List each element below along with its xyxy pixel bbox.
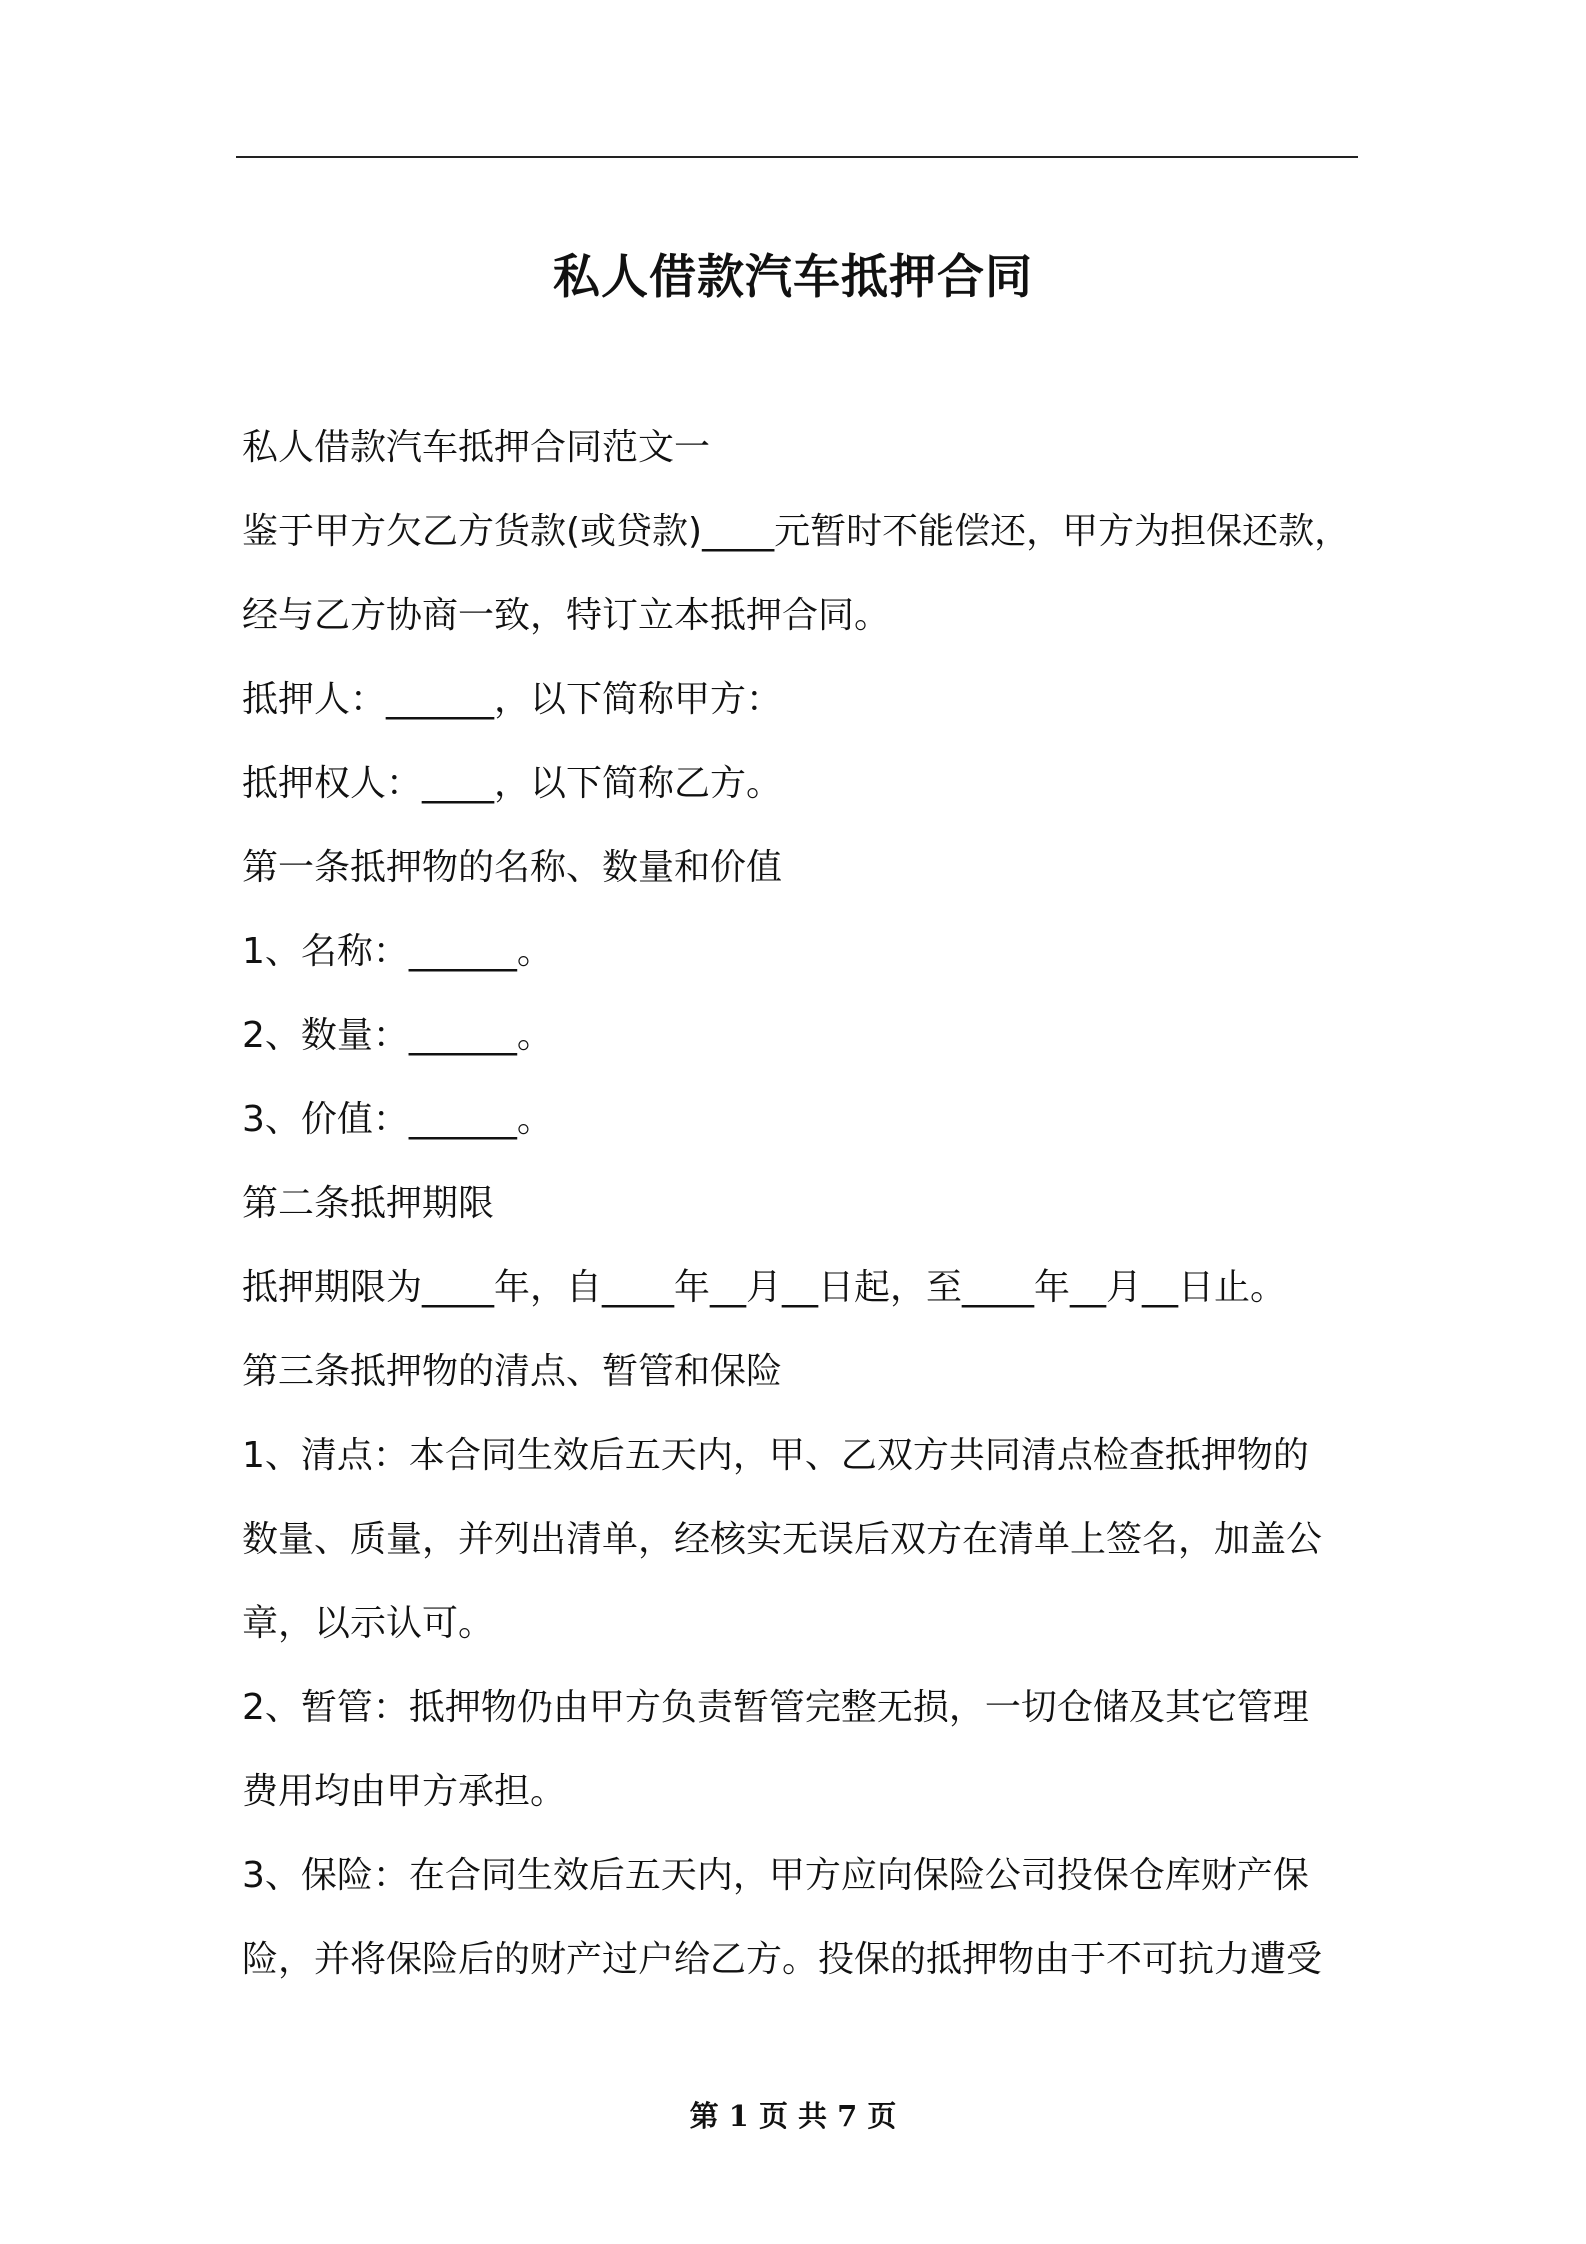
section-heading: 第二条抵押期限 [242, 1183, 495, 1224]
page-indicator: 第 1 页 共 7 页 [689, 2099, 897, 2133]
body-line: 1、名称：______。 [242, 931, 553, 972]
section-heading: 第一条抵押物的名称、数量和价值 [242, 847, 783, 888]
body-line: 费用均由甲方承担。 [242, 1771, 567, 1812]
body-line: 抵押期限为____年，自____年__月__日起，至____年__月__日止。 [242, 1267, 1287, 1308]
body-line: 数量、质量，并列出清单，经核实无误后双方在清单上签名，加盖公 [242, 1519, 1323, 1560]
body-line: 私人借款汽车抵押合同范文一 [242, 427, 711, 468]
body-line: 章，以示认可。 [242, 1603, 495, 1644]
header-rule [236, 156, 1358, 158]
document-title: 私人借款汽车抵押合同 [553, 250, 1033, 306]
body-line: 经与乙方协商一致，特订立本抵押合同。 [242, 595, 891, 636]
section-heading: 第三条抵押物的清点、暂管和保险 [242, 1351, 783, 1392]
body-line: 抵押权人：____，以下简称乙方。 [242, 763, 783, 804]
body-line: 2、数量：______。 [242, 1015, 553, 1056]
body-line: 鉴于甲方欠乙方货款(或贷款)____元暂时不能偿还，甲方为担保还款， [242, 511, 1351, 552]
body-line: 抵押人：______，以下简称甲方： [242, 679, 783, 720]
body-line: 2、暂管：抵押物仍由甲方负责暂管完整无损，一切仓储及其它管理 [242, 1687, 1309, 1728]
body-line: 险，并将保险后的财产过户给乙方。投保的抵押物由于不可抗力遭受 [242, 1939, 1323, 1980]
document-body [242, 406, 1372, 2002]
body-line: 1、清点：本合同生效后五天内，甲、乙双方共同清点检查抵押物的 [242, 1435, 1309, 1476]
body-line: 3、保险：在合同生效后五天内，甲方应向保险公司投保仓库财产保 [242, 1855, 1309, 1896]
body-line: 3、价值：______。 [242, 1099, 553, 1140]
